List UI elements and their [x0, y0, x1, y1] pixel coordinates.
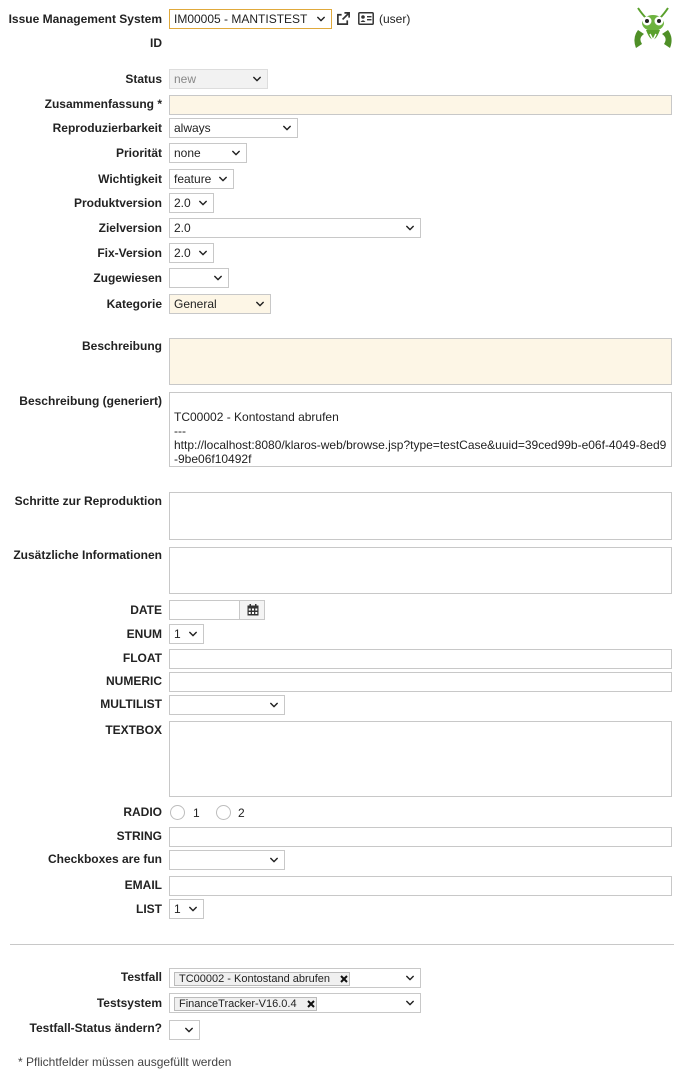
ims-label: Issue Management System: [8, 12, 162, 26]
string-input[interactable]: [169, 827, 672, 847]
chevron-down-icon: [189, 630, 197, 638]
enum-value: 1: [174, 627, 181, 641]
radio-option-1-label: 1: [193, 806, 200, 820]
chevron-down-icon: [219, 175, 227, 183]
multilist-select[interactable]: [169, 695, 285, 715]
checkboxes-select[interactable]: [169, 850, 285, 870]
checkboxes-label: Checkboxes are fun: [47, 852, 162, 866]
ims-select-value: IM00005 - MANTISTEST: [174, 12, 308, 26]
testsystem-tag-label: FinanceTracker-V16.0.4: [179, 998, 297, 1010]
description-textarea[interactable]: [169, 338, 672, 385]
chevron-down-icon: [270, 701, 278, 709]
testcase-status-select[interactable]: [169, 1020, 200, 1040]
reproducibility-value: always: [174, 121, 211, 135]
chevron-down-icon: [189, 905, 197, 913]
target-version-label: Zielversion: [98, 221, 162, 235]
email-label: EMAIL: [124, 878, 162, 892]
testcase-select[interactable]: [169, 968, 421, 988]
target-version-select[interactable]: [169, 218, 421, 238]
steps-textarea[interactable]: [169, 492, 672, 540]
description-label: Beschreibung: [81, 339, 162, 353]
date-picker-button[interactable]: [239, 600, 265, 620]
status-select: [169, 69, 268, 89]
list-value: 1: [174, 902, 181, 916]
list-select[interactable]: [169, 899, 204, 919]
category-value: General: [174, 297, 217, 311]
product-version-value: 2.0: [174, 196, 191, 210]
required-fields-note: * Pflichtfelder müssen ausgefüllt werden: [18, 1055, 232, 1069]
chevron-down-icon: [270, 856, 278, 864]
chevron-down-icon: [256, 300, 264, 308]
float-input[interactable]: [169, 649, 672, 669]
testsystem-label: Testsystem: [96, 996, 162, 1010]
testsystem-select[interactable]: [169, 993, 421, 1013]
email-input[interactable]: [169, 876, 672, 896]
chevron-down-icon: [253, 75, 261, 83]
target-version-value: 2.0: [174, 221, 191, 235]
additional-label: Zusätzliche Informationen: [13, 548, 162, 562]
severity-value: feature: [174, 172, 212, 186]
additional-textarea[interactable]: [169, 547, 672, 594]
section-divider: [10, 944, 674, 945]
testcase-status-label: Testfall-Status ändern?: [29, 1021, 162, 1035]
chevron-down-icon: [185, 1026, 193, 1034]
chevron-down-icon: [232, 149, 240, 157]
product-version-select[interactable]: [169, 193, 214, 213]
testsystem-tag: [174, 997, 317, 1011]
numeric-label: NUMERIC: [106, 674, 162, 688]
description-generated-textarea[interactable]: [169, 392, 672, 467]
chevron-down-icon: [317, 15, 325, 23]
chevron-down-icon: [199, 199, 207, 207]
enum-label: ENUM: [126, 627, 162, 641]
radio-option-2[interactable]: [216, 805, 231, 820]
steps-label: Schritte zur Reproduktion: [14, 494, 162, 508]
fix-version-select[interactable]: [169, 243, 214, 263]
remove-x-icon[interactable]: [307, 1000, 315, 1008]
category-select[interactable]: [169, 294, 271, 314]
description-generated-line1: TC00002 - Kontostand abrufen: [174, 410, 339, 424]
chevron-down-icon: [406, 999, 414, 1007]
priority-value: none: [174, 146, 201, 160]
external-link-icon[interactable]: [336, 11, 351, 26]
fix-version-label: Fix-Version: [97, 246, 162, 260]
numeric-input[interactable]: [169, 672, 672, 692]
assigned-select[interactable]: [169, 268, 229, 288]
assigned-label: Zugewiesen: [93, 271, 162, 285]
description-generated-line2: ---: [174, 424, 186, 438]
status-value: new: [174, 72, 197, 86]
mantis-logo-icon: [628, 4, 678, 52]
description-generated-content: [174, 410, 667, 466]
calendar-icon: [247, 604, 259, 616]
list-label: LIST: [136, 902, 162, 916]
severity-label: Wichtigkeit: [98, 172, 162, 186]
textbox-textarea[interactable]: [169, 721, 672, 797]
description-generated-label: Beschreibung (generiert): [19, 394, 162, 408]
float-label: FLOAT: [122, 651, 162, 665]
summary-input[interactable]: [169, 95, 672, 115]
ims-user: (user): [379, 12, 411, 26]
chevron-down-icon: [406, 974, 414, 982]
textbox-label: TEXTBOX: [105, 723, 162, 737]
id-label: ID: [150, 36, 162, 50]
reproducibility-label: Reproduzierbarkeit: [52, 121, 162, 135]
status-label: Status: [125, 72, 162, 86]
severity-select[interactable]: [169, 169, 234, 189]
user-card-icon[interactable]: [358, 12, 374, 25]
priority-label: Priorität: [115, 146, 162, 160]
summary-label: Zusammenfassung *: [44, 97, 162, 111]
description-generated-line3: http://localhost:8080/klaros-web/browse.jsp?type=testCase&uuid=39ced99b-e06f-4049-8ed9-9be06f10492f: [174, 438, 667, 466]
date-input[interactable]: [169, 600, 240, 620]
chevron-down-icon: [283, 124, 291, 132]
chevron-down-icon: [199, 249, 207, 257]
product-version-label: Produktversion: [73, 196, 162, 210]
radio-label: RADIO: [123, 805, 162, 819]
enum-select[interactable]: [169, 624, 204, 644]
date-label: DATE: [130, 603, 162, 617]
testcase-label: Testfall: [120, 970, 162, 984]
string-label: STRING: [116, 829, 162, 843]
multilist-label: MULTILIST: [100, 697, 162, 711]
ims-select[interactable]: [169, 9, 332, 29]
fix-version-value: 2.0: [174, 246, 191, 260]
radio-option-2-label: 2: [238, 806, 245, 820]
chevron-down-icon: [406, 224, 414, 232]
radio-option-1[interactable]: [170, 805, 185, 820]
testcase-tag: [174, 972, 350, 986]
priority-select[interactable]: [169, 143, 247, 163]
reproducibility-select[interactable]: [169, 118, 298, 138]
chevron-down-icon: [214, 274, 222, 282]
testcase-tag-label: TC00002 - Kontostand abrufen: [179, 973, 331, 985]
category-label: Kategorie: [106, 297, 162, 311]
remove-x-icon[interactable]: [340, 975, 348, 983]
